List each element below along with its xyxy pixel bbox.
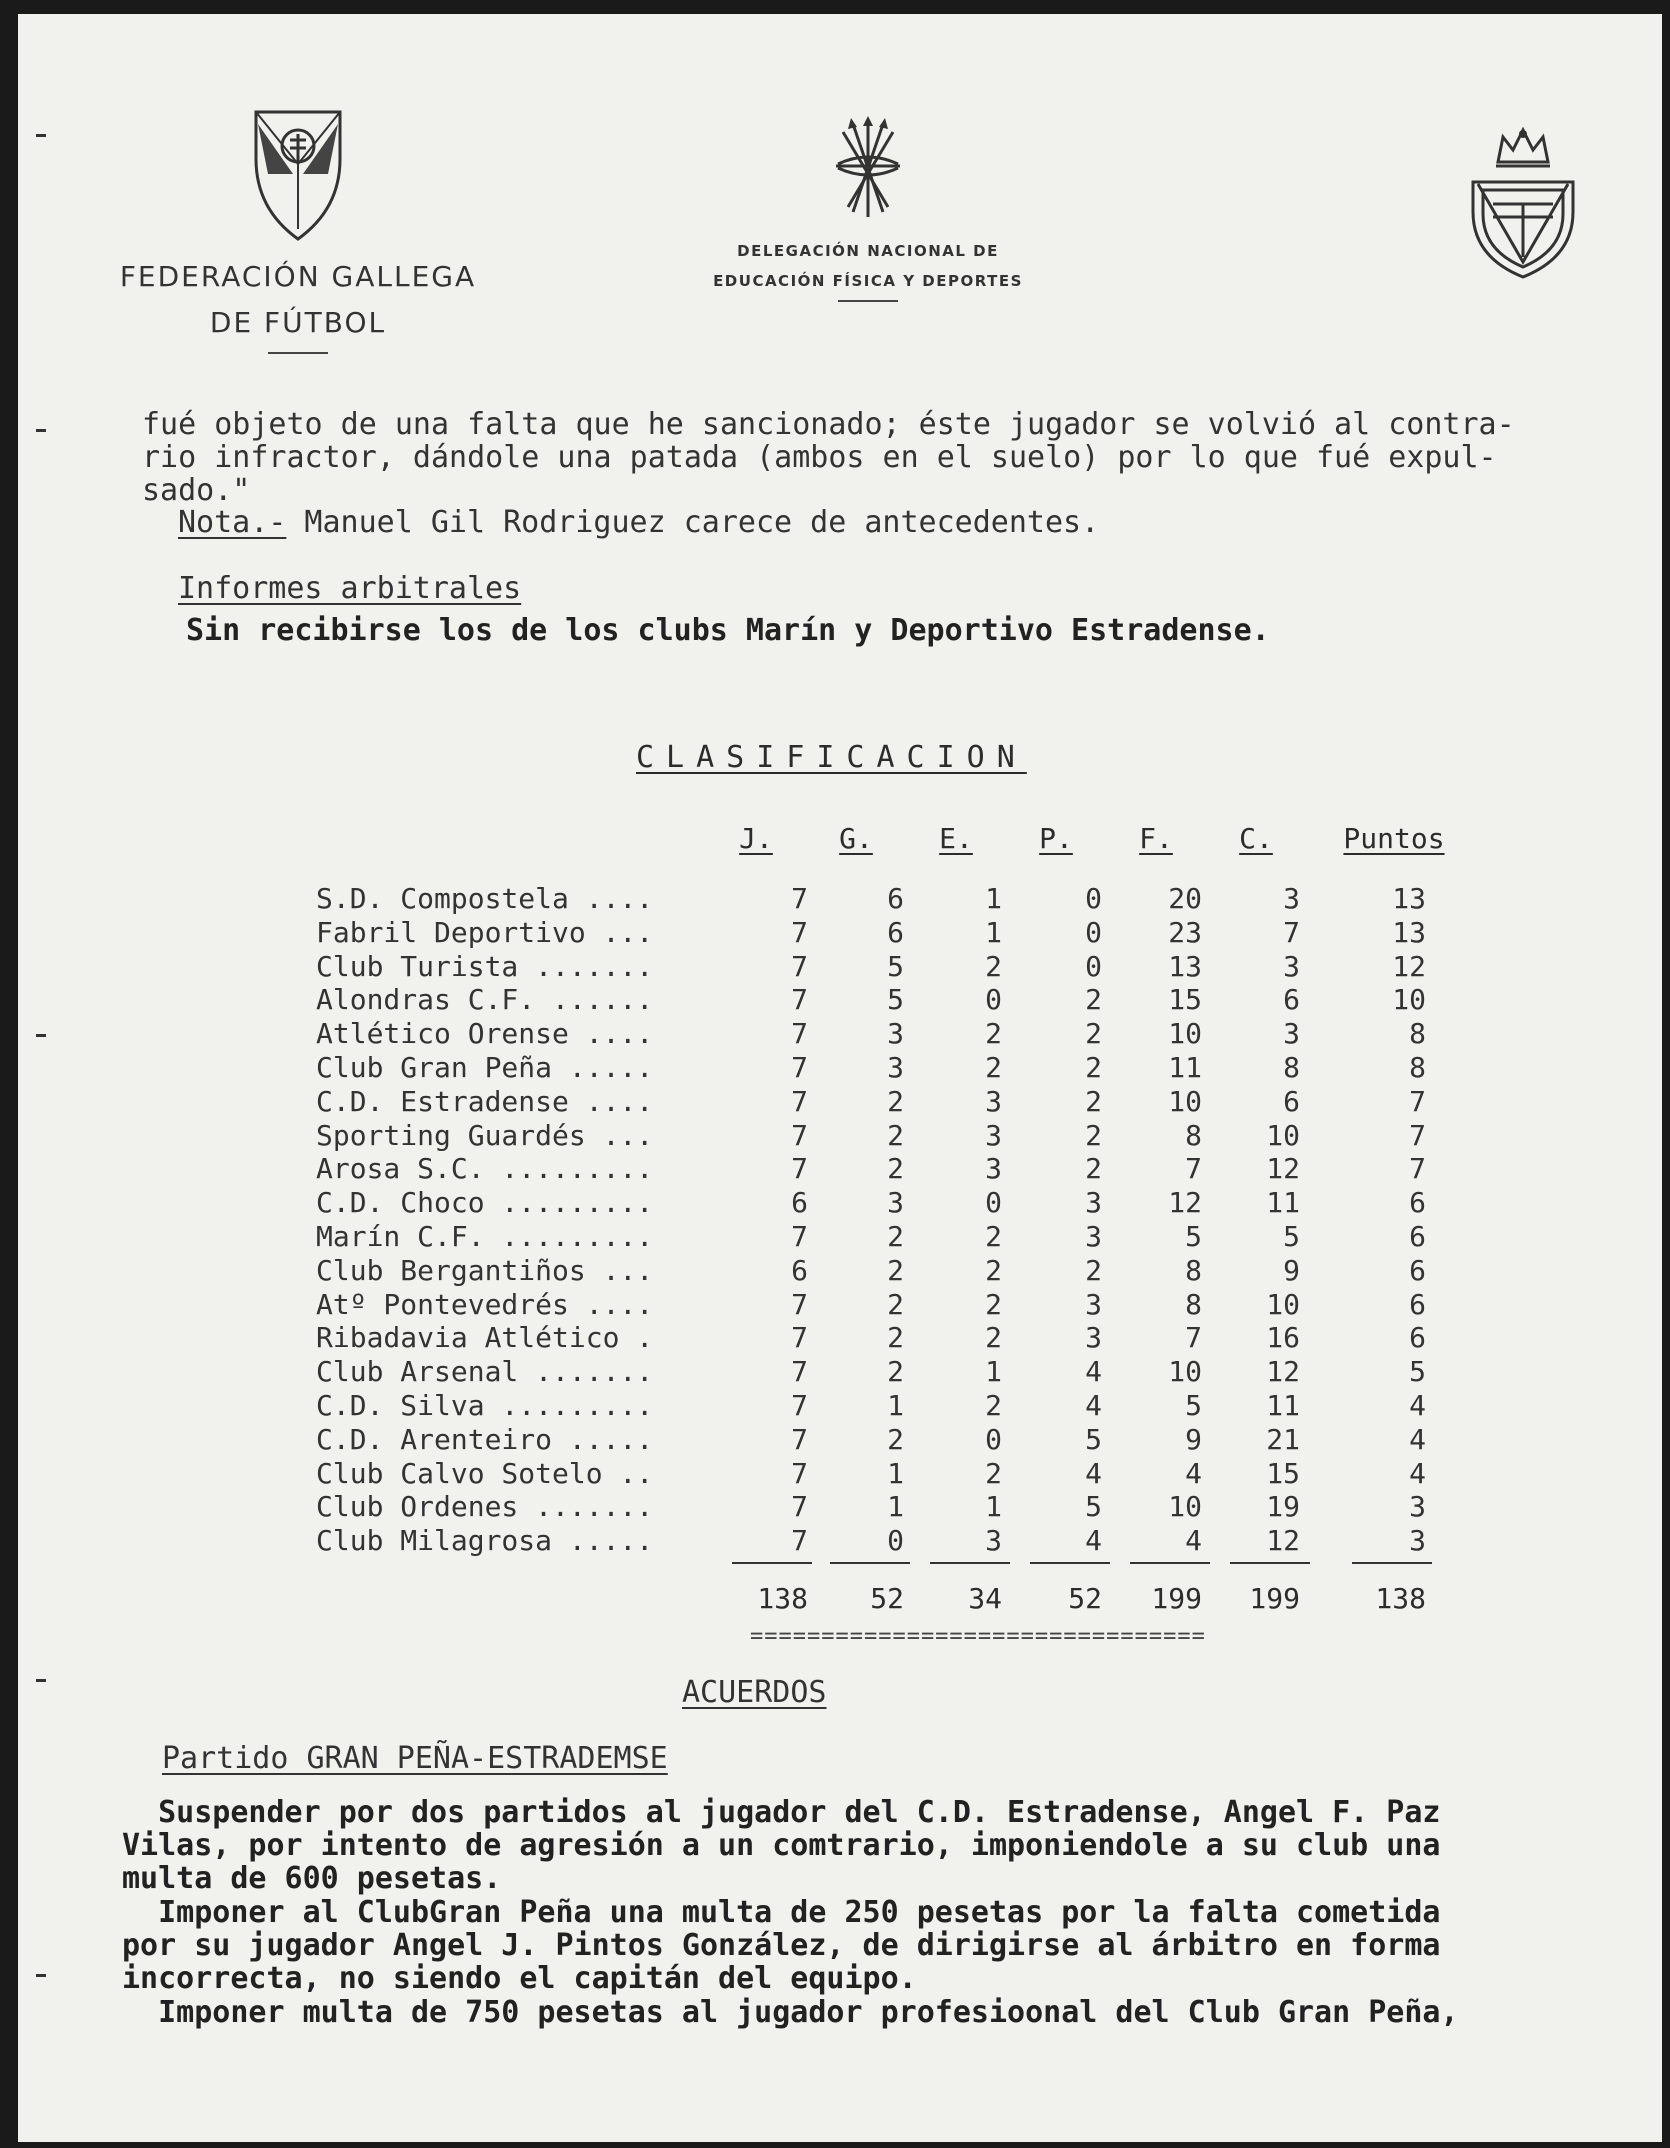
table-cell: 2	[1085, 1017, 1102, 1051]
partido-subheading: Partido GRAN PEÑA-ESTRADEMSE	[162, 1741, 668, 1776]
team-name: Marín C.F. .........	[316, 1220, 654, 1253]
table-cell: 4	[1085, 1389, 1102, 1422]
table-cell: 3	[1283, 949, 1300, 983]
table-cell: 7	[791, 983, 808, 1017]
table-cell: 6	[1409, 1253, 1426, 1287]
table-cell: 2	[887, 1422, 904, 1456]
table-cell: 6	[887, 915, 904, 949]
table-cell: 6	[1283, 983, 1300, 1017]
table-cell: 16	[1266, 1321, 1300, 1355]
table-cell: 3	[1409, 1490, 1426, 1524]
table-cell: 2	[887, 1084, 904, 1118]
acuerdo-line: Vilas, por intento de agresión a un comtrario, imponiendole a su club una	[122, 1828, 1441, 1863]
acuerdo-line: multa de 600 pesetas.	[122, 1861, 502, 1896]
table-cell: 12	[1266, 1152, 1300, 1186]
table-cell: 7	[1409, 1118, 1426, 1152]
table-cell: 2	[887, 1118, 904, 1152]
yoke-and-arrows-icon	[828, 112, 908, 222]
table-cell: 4	[1185, 1456, 1202, 1490]
table-cell: 6	[1409, 1287, 1426, 1321]
table-cell: 2	[985, 949, 1002, 983]
table-row	[18, 1524, 1518, 1558]
table-row	[18, 1017, 1518, 1051]
table-cell: 5	[1185, 1220, 1202, 1253]
table-cell: 5	[1085, 1422, 1102, 1456]
total-cell: 52	[870, 1582, 904, 1615]
team-name: Arosa S.C. .........	[316, 1152, 654, 1186]
table-cell: 0	[985, 1186, 1002, 1220]
table-cell: 3	[887, 1186, 904, 1220]
table-cell: 5	[887, 949, 904, 983]
team-name: Club Arsenal .......	[316, 1355, 654, 1389]
table-cell: 9	[1283, 1253, 1300, 1287]
table-row	[18, 1186, 1518, 1220]
table-cell: 7	[791, 1287, 808, 1321]
table-cell: 0	[1085, 882, 1102, 915]
double-rule: ================================	[750, 1624, 1206, 1649]
column-header: P.	[1039, 822, 1073, 855]
table-cell: 2	[1085, 1253, 1102, 1287]
team-name: Club Gran Peña .....	[316, 1051, 654, 1084]
acuerdo-line: Imponer al ClubGran Peña una multa de 250 pesetas por la falta cometida	[122, 1895, 1441, 1930]
table-cell: 10	[1392, 983, 1426, 1017]
total-cell: 138	[1375, 1582, 1426, 1615]
table-cell: 12	[1266, 1524, 1300, 1558]
table-cell: 7	[1185, 1152, 1202, 1186]
table-cell: 0	[1085, 915, 1102, 949]
table-cell: 7	[791, 1220, 808, 1253]
table-cell: 8	[1409, 1051, 1426, 1084]
delegation-name-line1: DELEGACIÓN NACIONAL DE	[737, 242, 999, 260]
federation-name-line2: DE FÚTBOL	[209, 306, 387, 339]
table-cell: 7	[1409, 1084, 1426, 1118]
total-cell: 34	[968, 1582, 1002, 1615]
column-header: J.	[739, 822, 773, 855]
table-cell: 2	[985, 1321, 1002, 1355]
federation-name-line1: FEDERACIÓN GALLEGA	[119, 260, 477, 293]
table-cell: 6	[1283, 1084, 1300, 1118]
table-cell: 2	[985, 1220, 1002, 1253]
punch-mark	[36, 134, 46, 137]
table-cell: 23	[1168, 915, 1202, 949]
team-name: C.D. Estradense ....	[316, 1084, 654, 1118]
table-cell: 9	[1185, 1422, 1202, 1456]
table-cell: 2	[887, 1355, 904, 1389]
sum-line	[1230, 1562, 1310, 1564]
table-cell: 0	[985, 1422, 1002, 1456]
header-divider	[268, 352, 328, 354]
table-cell: 3	[985, 1084, 1002, 1118]
table-cell: 2	[1085, 1051, 1102, 1084]
table-cell: 7	[791, 1355, 808, 1389]
table-cell: 7	[1283, 915, 1300, 949]
sum-line	[1352, 1562, 1432, 1564]
table-cell: 2	[985, 1287, 1002, 1321]
table-cell: 2	[1085, 1118, 1102, 1152]
table-cell: 2	[1085, 983, 1102, 1017]
table-row	[18, 1423, 1518, 1457]
table-cell: 7	[791, 1490, 808, 1524]
column-header: C.	[1239, 822, 1273, 855]
document-page	[18, 14, 1662, 2142]
table-cell: 2	[887, 1321, 904, 1355]
table-cell: 7	[791, 949, 808, 983]
intro-line: fué objeto de una falta que he sancionado; éste jugador se volvió al contra-	[142, 407, 1515, 442]
table-cell: 7	[791, 1321, 808, 1355]
column-header: Puntos	[1343, 822, 1445, 855]
table-cell: 3	[985, 1524, 1002, 1558]
table-cell: 7	[791, 1422, 808, 1456]
table-cell: 3	[1085, 1186, 1102, 1220]
table-row	[18, 1490, 1518, 1524]
punch-mark	[36, 1974, 46, 1977]
table-cell: 6	[1409, 1321, 1426, 1355]
table-cell: 1	[985, 1490, 1002, 1524]
table-cell: 6	[791, 1253, 808, 1287]
table-cell: 1	[887, 1490, 904, 1524]
table-cell: 1	[985, 882, 1002, 915]
table-cell: 10	[1168, 1490, 1202, 1524]
delegation-name-line2: EDUCACIÓN FÍSICA Y DEPORTES	[713, 272, 1023, 290]
table-cell: 7	[791, 1084, 808, 1118]
crowned-shield-icon	[1458, 122, 1588, 282]
table-row	[18, 1085, 1518, 1119]
table-cell: 7	[791, 1152, 808, 1186]
table-cell: 12	[1168, 1186, 1202, 1220]
acuerdo-line: Suspender por dos partidos al jugador del C.D. Estradense, Angel F. Paz	[122, 1795, 1441, 1830]
table-row	[18, 916, 1518, 950]
table-cell: 2	[887, 1287, 904, 1321]
team-name: Alondras C.F. ......	[316, 983, 654, 1017]
table-cell: 4	[1085, 1456, 1102, 1490]
table-cell: 3	[887, 1017, 904, 1051]
team-name: Fabril Deportivo ...	[316, 915, 654, 949]
sum-line	[930, 1562, 1010, 1564]
table-cell: 2	[887, 1220, 904, 1253]
table-cell: 13	[1392, 882, 1426, 915]
table-cell: 8	[1283, 1051, 1300, 1084]
table-cell: 2	[985, 1456, 1002, 1490]
table-cell: 8	[1185, 1253, 1202, 1287]
team-name: Club Ordenes .......	[316, 1490, 654, 1524]
table-row	[18, 1152, 1518, 1186]
table-cell: 15	[1266, 1456, 1300, 1490]
team-name: Sporting Guardés ...	[316, 1118, 654, 1152]
total-cell: 199	[1151, 1582, 1202, 1615]
table-cell: 15	[1168, 983, 1202, 1017]
table-cell: 7	[1185, 1321, 1202, 1355]
table-cell: 2	[1085, 1152, 1102, 1186]
table-row	[18, 1355, 1518, 1389]
table-cell: 1	[985, 915, 1002, 949]
table-cell: 2	[985, 1051, 1002, 1084]
table-cell: 7	[791, 882, 808, 915]
table-cell: 13	[1392, 915, 1426, 949]
table-cell: 7	[1409, 1152, 1426, 1186]
acuerdo-line: Imponer multa de 750 pesetas al jugador profesioonal del Club Gran Peña,	[122, 1995, 1459, 2030]
table-cell: 3	[985, 1118, 1002, 1152]
acuerdos-heading: ACUERDOS	[682, 1675, 827, 1710]
table-cell: 19	[1266, 1490, 1300, 1524]
table-cell: 10	[1168, 1017, 1202, 1051]
table-cell: 4	[1409, 1456, 1426, 1490]
table-cell: 20	[1168, 882, 1202, 915]
total-cell: 199	[1249, 1582, 1300, 1615]
table-row	[18, 950, 1518, 984]
table-row	[18, 1254, 1518, 1288]
table-row	[18, 1051, 1518, 1085]
table-cell: 7	[791, 1389, 808, 1422]
team-name: Club Bergantiños ...	[316, 1253, 654, 1287]
table-cell: 2	[985, 1389, 1002, 1422]
table-cell: 3	[1085, 1287, 1102, 1321]
table-row	[18, 983, 1518, 1017]
table-cell: 5	[1185, 1389, 1202, 1422]
column-header: E.	[939, 822, 973, 855]
table-cell: 10	[1168, 1355, 1202, 1389]
table-cell: 2	[985, 1253, 1002, 1287]
sum-line	[830, 1562, 910, 1564]
nota-text: Manuel Gil Rodriguez carece de antecedentes.	[286, 505, 1100, 540]
table-cell: 3	[1085, 1321, 1102, 1355]
table-cell: 4	[1085, 1355, 1102, 1389]
table-cell: 3	[1085, 1220, 1102, 1253]
table-cell: 6	[1409, 1186, 1426, 1220]
total-cell: 138	[757, 1582, 808, 1615]
table-cell: 4	[1185, 1524, 1202, 1558]
table-cell: 7	[791, 1524, 808, 1558]
sum-line	[732, 1562, 812, 1564]
table-cell: 7	[791, 1017, 808, 1051]
team-name: S.D. Compostela ....	[316, 882, 654, 915]
table-cell: 8	[1185, 1287, 1202, 1321]
table-cell: 21	[1266, 1422, 1300, 1456]
table-cell: 3	[1283, 882, 1300, 915]
table-cell: 4	[1409, 1422, 1426, 1456]
delegation-header	[658, 112, 1078, 302]
table-cell: 7	[791, 1118, 808, 1152]
team-name: C.D. Arenteiro .....	[316, 1422, 654, 1456]
team-name: C.D. Choco .........	[316, 1186, 654, 1220]
table-cell: 7	[791, 1456, 808, 1490]
header-divider	[838, 300, 898, 302]
table-cell: 3	[1409, 1524, 1426, 1558]
table-cell: 5	[1085, 1490, 1102, 1524]
table-cell: 1	[887, 1456, 904, 1490]
table-cell: 2	[887, 1253, 904, 1287]
sum-line	[1030, 1562, 1110, 1564]
table-row	[18, 882, 1518, 916]
table-cell: 6	[791, 1186, 808, 1220]
table-cell: 0	[1085, 949, 1102, 983]
table-cell: 2	[985, 1017, 1002, 1051]
table-cell: 12	[1392, 949, 1426, 983]
table-cell: 0	[985, 983, 1002, 1017]
team-name: Atlético Orense ....	[316, 1017, 654, 1051]
table-cell: 10	[1266, 1118, 1300, 1152]
table-cell: 7	[791, 915, 808, 949]
table-cell: 0	[887, 1524, 904, 1558]
table-cell: 3	[985, 1152, 1002, 1186]
nota-paragraph	[178, 506, 1099, 539]
table-cell: 11	[1266, 1389, 1300, 1422]
column-header: F.	[1139, 822, 1173, 855]
informes-heading: Informes arbitrales	[178, 571, 522, 606]
table-cell: 3	[887, 1051, 904, 1084]
table-cell: 6	[1409, 1220, 1426, 1253]
table-cell: 4	[1085, 1524, 1102, 1558]
team-name: Ribadavia Atlético .	[316, 1321, 654, 1355]
sum-line	[1130, 1562, 1210, 1564]
table-row	[18, 1119, 1518, 1153]
table-cell: 1	[985, 1355, 1002, 1389]
intro-line: rio infractor, dándole una patada (ambos en el suelo) por lo que fué expul-	[142, 440, 1497, 475]
team-name: C.D. Silva .........	[316, 1389, 654, 1422]
table-row	[18, 1389, 1518, 1423]
table-cell: 11	[1168, 1051, 1202, 1084]
table-cell: 10	[1168, 1084, 1202, 1118]
nota-label: Nota.-	[178, 505, 287, 540]
table-cell: 7	[791, 1051, 808, 1084]
team-name: Club Turista .......	[316, 949, 654, 983]
acuerdo-line: por su jugador Angel J. Pintos González, de dirigirse al árbitro en forma	[122, 1928, 1441, 1963]
team-name: Club Calvo Sotelo ..	[316, 1456, 654, 1490]
table-cell: 4	[1409, 1389, 1426, 1422]
punch-mark	[36, 1679, 46, 1682]
total-cell: 52	[1068, 1582, 1102, 1615]
punch-mark	[36, 429, 46, 432]
table-cell: 8	[1185, 1118, 1202, 1152]
column-header: G.	[839, 822, 873, 855]
table-cell: 3	[1283, 1017, 1300, 1051]
table-title: CLASIFICACION	[636, 740, 1027, 775]
table-cell: 11	[1266, 1186, 1300, 1220]
table-cell: 5	[1283, 1220, 1300, 1253]
table-cell: 1	[887, 1389, 904, 1422]
federation-header	[88, 104, 508, 354]
table-cell: 12	[1266, 1355, 1300, 1389]
acuerdo-line: incorrecta, no siendo el capitán del equipo.	[122, 1961, 917, 1996]
informes-text: Sin recibirse los de los clubs Marín y Deportivo Estradense.	[186, 613, 1270, 648]
table-cell: 13	[1168, 949, 1202, 983]
table-cell: 6	[887, 882, 904, 915]
table-cell: 5	[1409, 1355, 1426, 1389]
table-row	[18, 1288, 1518, 1322]
table-cell: 2	[1085, 1084, 1102, 1118]
intro-line: sado."	[142, 473, 251, 508]
team-name: Atº Pontevedrés ....	[316, 1287, 654, 1321]
table-cell: 2	[887, 1152, 904, 1186]
table-row	[18, 1321, 1518, 1355]
table-row	[18, 1457, 1518, 1491]
table-cell: 5	[887, 983, 904, 1017]
table-cell: 8	[1409, 1017, 1426, 1051]
federation-shield-icon	[248, 104, 348, 244]
team-name: Club Milagrosa .....	[316, 1524, 654, 1558]
table-cell: 10	[1266, 1287, 1300, 1321]
table-row	[18, 1220, 1518, 1254]
